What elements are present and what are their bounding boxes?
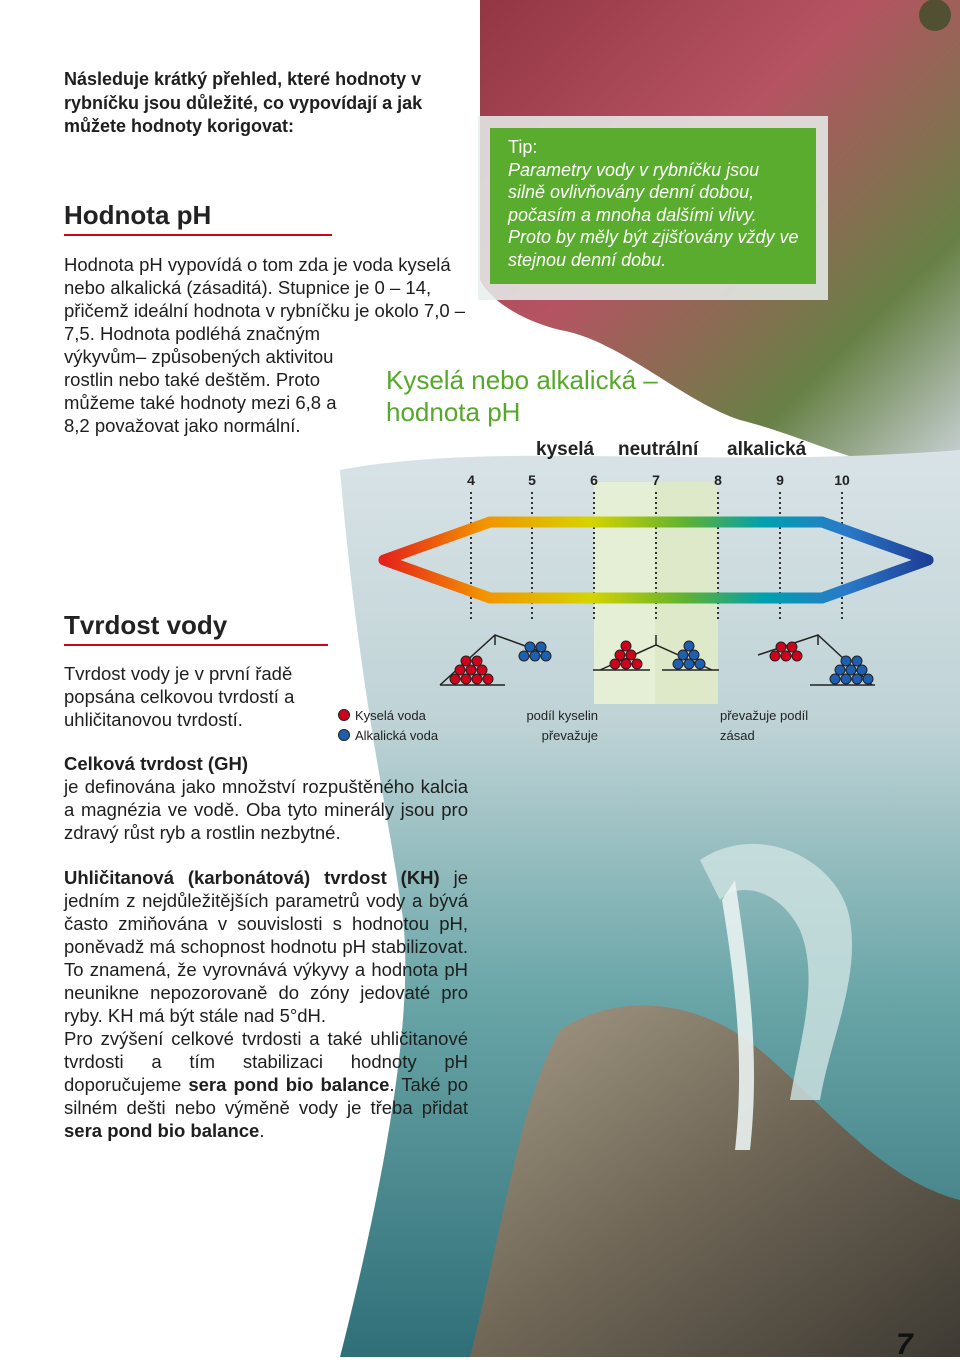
kh-text-1: je jedním z nejdůležitějších parametrů vody a bývá často zmiňována v souvislosti s hodnotou pH, poněvadž má schopnost hodnotu pH stabilizovat. To znamená, že vyrovnává výkyvy a hodnota pH neunikne nepozorovaně do zóny jedovaté pro ryby. KH má být stále nad 5°dH. [64,867,468,1026]
caption-alkaline: převažuje podíl zásad [720,708,809,743]
acid-ball-pile [450,656,493,684]
tick-label: 6 [590,472,598,488]
legend-alkaline-label: Alkalická voda [355,728,439,743]
page-number: 7 [896,1328,913,1361]
tick-label: 5 [528,472,536,488]
alkaline-ball-pile [830,656,873,684]
legend-acid-label: Kyselá voda [355,708,426,723]
hardness-heading: Tvrdost vody [64,610,228,640]
zone-label-alkaline: alkalická [727,439,807,460]
hardness-heading-rule [64,644,328,646]
hardness-body: Tvrdost vody je v první řadě popsána celkovou tvrdostí a uhličitanovou tvrdostí. [64,663,295,730]
legend-acid-dot [338,709,350,721]
intro-text: Následuje krátký přehled, které hodnoty v rybníčku jsou důležité, co vypovídají a jak můžete hodnoty korigovat: [64,69,423,136]
neutral-alkaline-balls [673,641,705,669]
tick-label: 10 [834,472,850,488]
tick-label: 7 [652,472,660,488]
acid-ball-pile-small [770,642,802,661]
zone-label-neutral: neutrální [618,439,699,460]
tip-title: Tip: [508,137,538,157]
neutral-acid-balls [610,641,642,669]
ph-chart-title: Kyselá nebo alkalická – hodnota pH [386,365,658,427]
kh-text-2a: Pro zvýšení celkové tvrdosti a také uhličitanové tvrdosti a tím stabilizaci hodnoty pH doporučujeme [64,1028,468,1095]
product-name: sera pond bio balance [188,1074,390,1095]
ph-heading: Hodnota pH [64,200,212,230]
gh-body: je definována jako množství rozpuštěného kalcia a magnézia ve vodě. Oba tyto minerály jsou pro zdravý růst ryb a rostlin nezbytné. [64,776,468,843]
legend-alkaline-dot [338,729,350,741]
tick-label: 4 [467,472,475,488]
tick-label: 9 [776,472,784,488]
caption-acid: podíl kyselin převažuje [526,708,598,743]
gh-title: Celková tvrdost (GH) [64,753,249,774]
kh-title: Uhličitanová (karbonátová) tvrdost (KH) [64,867,440,888]
ph-body-2: výkyvům– způsobených aktivitou rostlin nebo také deštěm. Proto můžeme také hodnoty mezi 6,8 a 8,2 považovat jako normální. [64,346,337,436]
kh-body [64,866,468,1142]
legend-acid [338,706,426,726]
kh-text-2b: . Také po silném dešti nebo výměně vody je třeba přidat [64,1074,468,1118]
ph-body-1: Hodnota pH vypovídá o tom zda je voda kyselá nebo alkalická (zásaditá). Stupnice je 0 – 14, přičemž ideální hodnota v rybníčku je okolo 7,0 – 7,5. Hodnota podléhá značným [64,254,466,344]
product-name: sera pond bio balance [64,1120,260,1141]
zone-label-acid: kyselá [536,439,595,460]
kh-text-2c: . [259,1120,265,1141]
tick-label: 8 [714,472,722,488]
legend-alkaline [338,726,438,746]
tip-text: Parametry vody v rybníčku jsou silně ovlivňovány denní dobou, počasím a mnoha dalšími vlivy. Proto by měly být zjišťovány vždy ve stejnou denní dobu. [508,159,799,270]
